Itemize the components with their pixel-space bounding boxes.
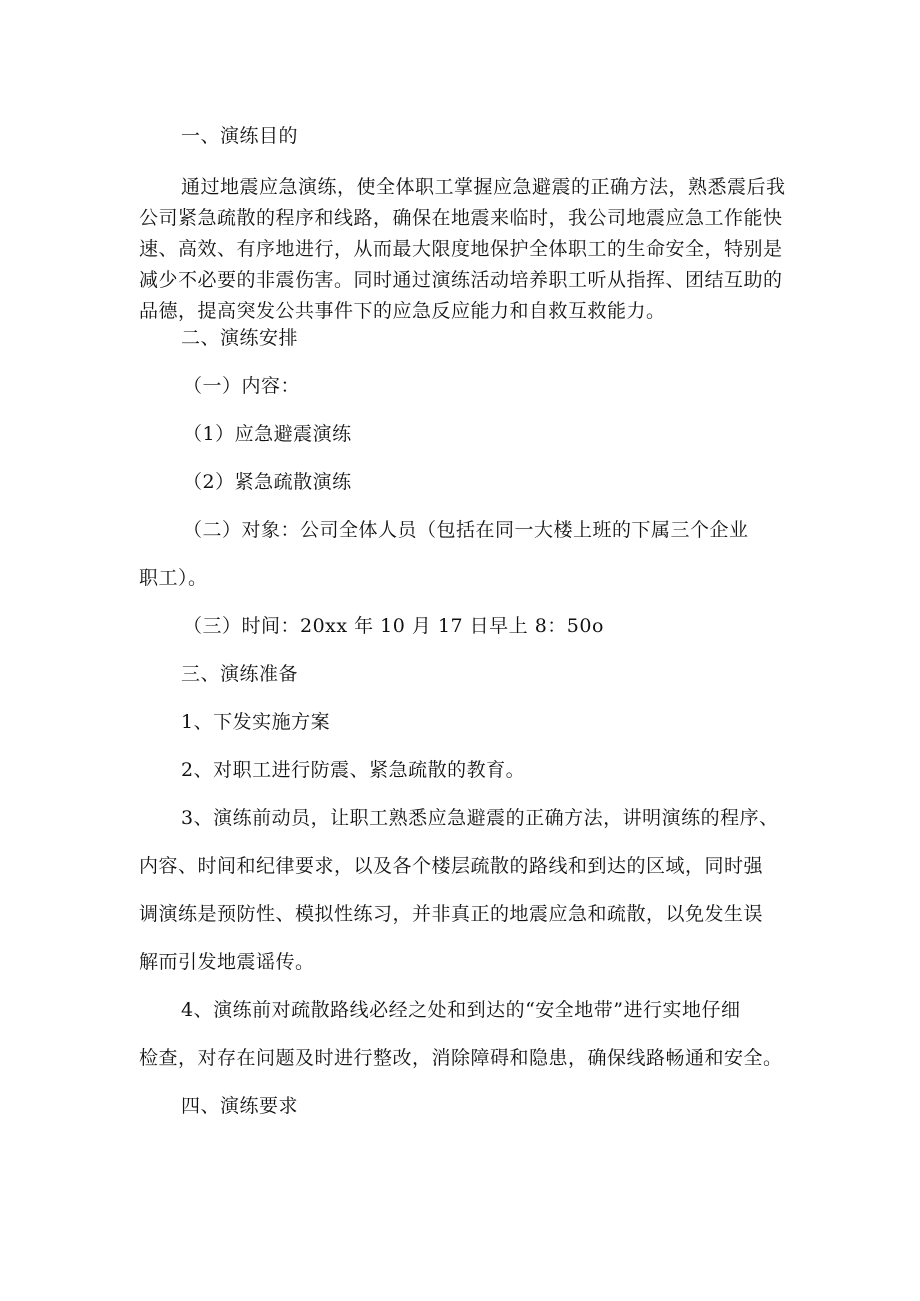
prep-item-2: 2、对职工进行防震、紧急疏散的教育。 (181, 759, 526, 781)
content-item-1: （1）应急避震演练 (183, 423, 352, 445)
prep-item-3-line-4: 解而引发地震谣传。 (139, 951, 315, 973)
prep-item-1: 1、下发实施方案 (181, 711, 331, 733)
target-line-2: 职工）。 (139, 567, 208, 589)
subheading-content: （一）内容： (183, 375, 301, 397)
target-line-1: （二）对象：公司全体人员（包括在同一大楼上班的下属三个企业 (183, 519, 749, 541)
section-heading-purpose: 一、演练目的 (181, 125, 299, 147)
section-heading-arrangement: 二、演练安排 (181, 327, 299, 349)
prep-item-3-line-3: 调演练是预防性、模拟性练习，并非真正的地震应急和疏散，以免发生误 (139, 903, 764, 925)
content-item-2: （2）紧急疏散演练 (183, 471, 352, 493)
prep-item-4-line-2: 检查，对存在问题及时进行整改，消除障碍和隐患，确保线路畅通和安全。 (139, 1047, 783, 1069)
prep-item-3-line-2: 内容、时间和纪律要求，以及各个楼层疏散的路线和到达的区域，同时强 (139, 855, 764, 877)
section-heading-requirements: 四、演练要求 (181, 1095, 299, 1117)
section-heading-preparation: 三、演练准备 (181, 663, 299, 685)
prep-item-4-line-1: 4、演练前对疏散路线必经之处和到达的“安全地带”进行实地仔细 (181, 999, 741, 1021)
time-line: （三）时间：20xx 年 10 月 17 日早上 8：50o (183, 615, 604, 637)
paragraph-purpose: 通过地震应急演练，使全体职工掌握应急避震的正确方法，熟悉震后我公司紧急疏散的程序和线路，确保在地震来临时，我公司地震应急工作能快速、高效、有序地进行，从而最大限度地保护全体职工的生命安全，特别是减少不必要的非震伤害。同时通过演练活动培养职工听从指挥、团结互助的品德，提高突发公共事件下的应急反应能力和自救互救能力。 (139, 176, 786, 322)
prep-item-3-line-1: 3、演练前动员，让职工熟悉应急避震的正确方法，讲明演练的程序、 (181, 807, 779, 829)
